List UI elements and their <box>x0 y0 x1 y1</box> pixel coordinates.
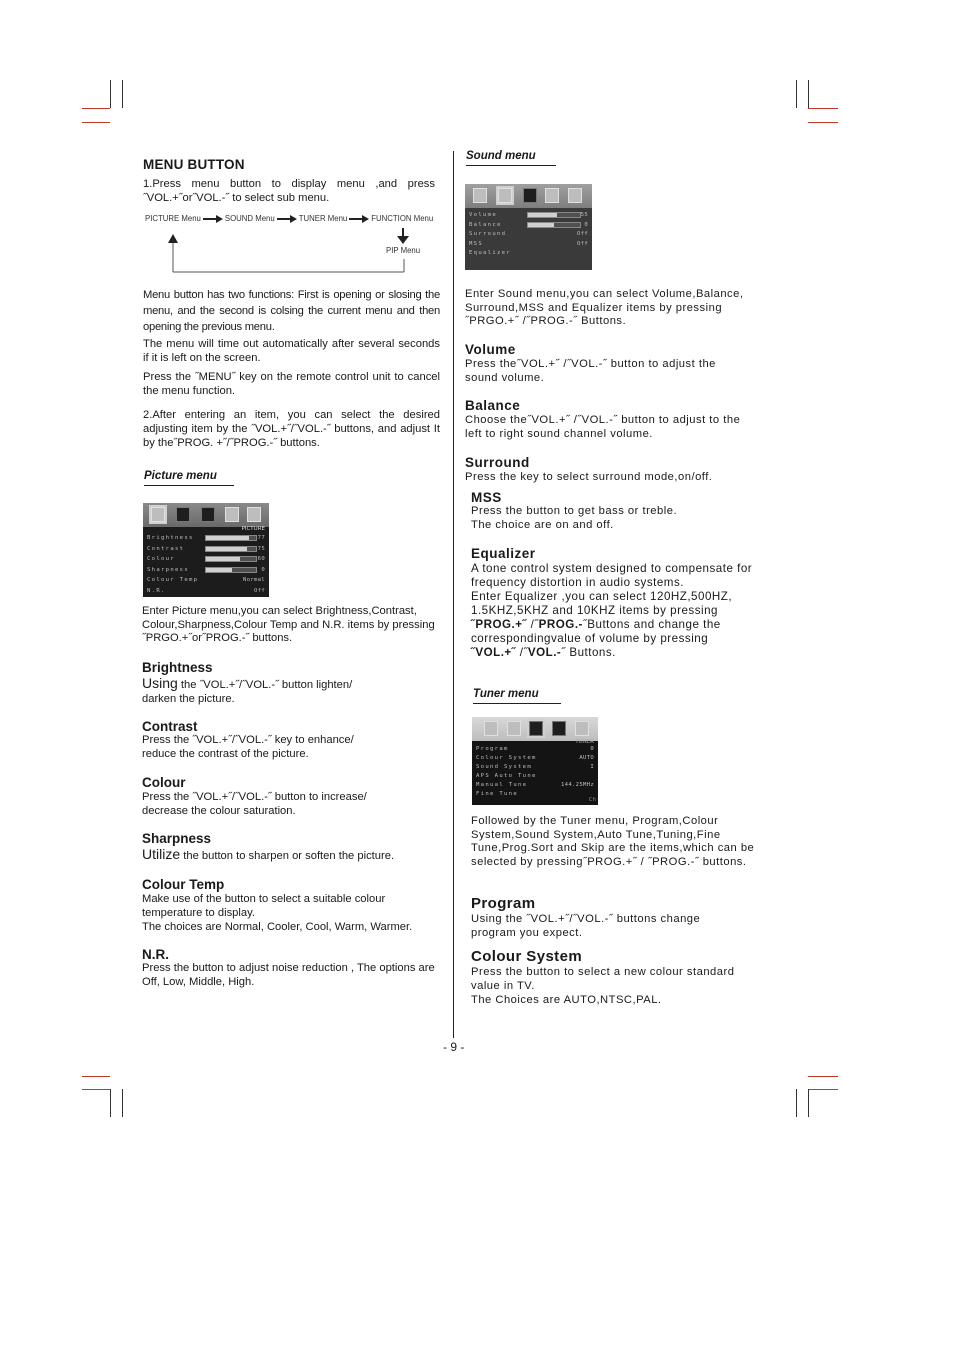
osd-row <box>147 534 265 543</box>
column-divider <box>453 151 454 1038</box>
osd-row-label: Colour <box>147 556 176 562</box>
sound-menu-desc: Enter Sound menu,you can select Volume,Balance, Surround,MSS and Equalizer items by pressing ˝PRGO.+˝ /˝PROG.-˝ Buttons. <box>465 288 744 327</box>
osd-row-value: 77 <box>257 535 265 541</box>
osd-row-label: Program <box>476 746 509 752</box>
sound-icon <box>507 721 521 736</box>
osd-row-label: Sharpness <box>147 566 190 573</box>
nr-text: Press the button to adjust noise reduction , The options are Off, Low, Middle, High. <box>142 962 435 988</box>
crop-mark-tr-h <box>808 108 838 109</box>
osd-row-value: Off <box>576 231 588 237</box>
osd-row <box>476 781 594 790</box>
osd-row-label: Brightness <box>147 535 194 541</box>
equalizer-title: Equalizer <box>471 546 536 561</box>
osd-row-value: 0 <box>590 746 594 752</box>
flow-picture: PICTURE Menu <box>145 214 201 223</box>
osd-row-label: Balance <box>469 221 502 228</box>
brightness-title: Brightness <box>142 660 213 675</box>
osd-row-label: APS Auto Tune <box>476 773 537 779</box>
osd-row-value: Off <box>576 240 588 247</box>
osd-corner-label: Ch <box>588 797 596 803</box>
crop-mark-tr-h2 <box>808 122 838 123</box>
osd-row <box>469 230 588 239</box>
osd-row-label: N.R. <box>147 587 166 594</box>
picture-menu-osd <box>143 503 269 597</box>
menu-button-intro: 1.Press menu button to display menu ,and press ˝VOL.+˝or˝VOL.-˝ to select sub menu. <box>143 178 435 204</box>
osd-row <box>476 772 594 781</box>
osd-row-label: Colour System <box>476 755 537 761</box>
pip-icon <box>575 721 589 736</box>
program-text: Using the ˝VOL.+˝/˝VOL.-˝ buttons change program you expect. <box>471 913 701 939</box>
osd-row-label: Sound System <box>476 764 533 770</box>
osd-row-label: Equalizer <box>469 250 512 256</box>
osd-row-label: Contrast <box>147 545 185 552</box>
crop-mark-tl-h2 <box>82 122 110 123</box>
page-number: - 9 - <box>443 1040 465 1054</box>
picture-icon <box>151 507 165 522</box>
osd-row-value: 0 <box>261 566 265 573</box>
balance-text: Choose the˝VOL.+˝ /˝VOL.-˝ button to adjust to the left to right sound channel volume. <box>465 414 741 440</box>
contrast-title: Contrast <box>142 719 198 734</box>
colour-system-choices: The Choices are AUTO,NTSC,PAL. <box>471 994 662 1006</box>
nr-title: N.R. <box>142 947 169 962</box>
osd-level-bar <box>205 535 257 541</box>
crop-mark-tr-v <box>796 80 797 108</box>
crop-mark-br-h <box>808 1076 838 1077</box>
picture-menu-title: Picture menu <box>144 470 234 486</box>
arrow-right-icon <box>349 215 369 223</box>
colour-system-title: Colour System <box>471 948 583 965</box>
crop-mark-tl-h <box>82 108 110 109</box>
surround-text: Press the key to select surround mode,on/off. <box>465 471 713 483</box>
osd-row-label: Fine Tune <box>476 791 519 797</box>
colour-text: Press the ˝VOL.+˝/˝VOL.-˝ button to increase/ decrease the colour saturation. <box>142 791 367 817</box>
osd-row-label: Surround <box>469 231 507 237</box>
menu-para-timeout: The menu will time out automatically after several seconds if it is left on the screen. <box>143 338 440 364</box>
sharpness-lead: Utilize <box>142 846 181 862</box>
osd-row-value: I <box>590 764 594 770</box>
tuner-icon <box>201 507 215 522</box>
picture-menu-desc: Enter Picture menu,you can select Brightness,Contrast, Colour,Sharpness,Colour Temp and N.R. items by pressing ˝PRGO.+˝or˝PROG.-˝ buttons. <box>142 605 435 644</box>
menu-para-cancel: Press the ˝MENU˝ key on the remote control unit to cancel the menu function. <box>143 371 440 397</box>
colour-title: Colour <box>142 775 186 790</box>
crop-mark-bl-v2 <box>122 1089 123 1117</box>
balance-title: Balance <box>465 398 521 413</box>
tuner-icon <box>529 721 543 736</box>
osd-row <box>469 221 588 230</box>
sharpness-title: Sharpness <box>142 831 212 846</box>
tuner-menu-desc: Followed by the Tuner menu, Program,Colour System,Sound System,Auto Tune,Tuning,Fine Tune,Prog.Sort and Skip are the items,which can be selected by pressing˝PROG.+˝ / ˝PROG.-˝ buttons. <box>471 815 755 868</box>
crop-mark-tr-v2 <box>808 80 809 108</box>
flow-tuner: TUNER Menu <box>298 214 348 223</box>
osd-row-value: 60 <box>257 556 265 562</box>
mss-text: Press the button to get bass or treble. The choice are on and off. <box>471 505 678 531</box>
flow-function: FUNCTION Menu <box>371 214 434 223</box>
osd-row-value: Normal <box>242 577 265 583</box>
osd-row-value: Off <box>253 587 265 594</box>
osd-level-bar <box>205 546 257 552</box>
function-icon <box>225 507 239 522</box>
menu-button-heading: MENU BUTTON <box>143 157 245 172</box>
sharpness-text: Utilize the button to sharpen or soften the picture. <box>142 846 395 862</box>
crop-mark-br-h2 <box>808 1089 838 1090</box>
tuner-icon <box>523 188 537 203</box>
arrow-right-icon <box>277 215 297 223</box>
crop-mark-tl-v <box>110 80 111 108</box>
osd-row <box>147 545 265 554</box>
crop-mark-bl-v <box>110 1089 111 1117</box>
brightness-lead: Using <box>142 675 178 691</box>
contrast-text: Press the ˝VOL.+˝/˝VOL.-˝ key to enhance/ reduce the contrast of the picture. <box>142 734 354 760</box>
sound-menu-osd <box>465 184 592 270</box>
osd-row-label: Volume <box>469 212 498 218</box>
flow-sound: SOUND Menu <box>224 214 275 223</box>
menu-para-adjust: 2.After entering an item, you can select the desired adjusting item by the ˝VOL.+˝/˝VOL.-˝ buttons, and adjust It by the˝PROG. +˝/˝PROG.-˝ buttons. <box>143 409 440 449</box>
arrow-right-icon <box>203 215 223 223</box>
osd-row <box>147 566 265 575</box>
osd-row <box>147 576 265 585</box>
function-icon <box>552 721 566 736</box>
flow-pip: PIP Menu <box>386 246 421 255</box>
osd-row-label: Colour Temp <box>147 577 199 583</box>
colour-system-text: Press the button to select a new colour standard value in TV. <box>471 966 735 992</box>
osd-row <box>476 790 594 799</box>
volume-text: Press the˝VOL.+˝ /˝VOL.-˝ button to adjust the sound volume. <box>465 358 716 384</box>
pip-icon <box>247 507 261 522</box>
osd-row-value: 0 <box>584 221 588 228</box>
pip-icon <box>568 188 582 203</box>
osd-level-bar <box>205 567 257 573</box>
sound-icon <box>176 507 190 522</box>
equalizer-text: A tone control system designed to compensate for frequency distortion in audio systems. Enter Equalizer ,you can select 120HZ,500HZ, 1.5KHZ,5KHZ and 10KHZ items by pressing ˝PROG.+˝ /˝PROG.-˝Buttons and change the correspondingvalue of volume by pressing ˝VOL.+˝ /˝VOL.-˝ Buttons. <box>471 562 753 659</box>
osd-row-value: AUTO <box>579 755 594 761</box>
crop-mark-br-v <box>796 1089 797 1117</box>
colour-temp-text: Make use of the button to select a suitable colour temperature to display. <box>142 893 386 919</box>
osd-row <box>469 249 588 258</box>
osd-level-bar <box>205 556 257 562</box>
arrow-up-icon <box>168 234 178 243</box>
function-icon <box>545 188 559 203</box>
brightness-text: Using the ˝VOL.+˝/˝VOL.-˝ button lighten/ darken the picture. <box>142 675 353 705</box>
osd-row-label: Manual Tune <box>476 782 528 788</box>
crop-mark-bl-h <box>82 1076 110 1077</box>
menu-flow-diagram <box>145 214 433 223</box>
osd-row <box>476 754 594 763</box>
osd-row <box>469 211 588 220</box>
osd-level-bar <box>527 222 581 228</box>
sound-menu-title: Sound menu <box>466 150 556 166</box>
osd-row <box>476 745 594 754</box>
crop-mark-tl-v2 <box>122 80 123 108</box>
arrow-down-icon <box>397 236 409 244</box>
mss-title: MSS <box>471 490 502 505</box>
osd-caption: TUNER <box>575 739 594 745</box>
picture-icon <box>473 188 487 203</box>
osd-level-bar <box>527 212 581 218</box>
program-title: Program <box>471 895 536 912</box>
tuner-menu-osd <box>472 717 598 805</box>
tuner-menu-title: Tuner menu <box>473 688 561 704</box>
osd-row <box>147 555 265 564</box>
menu-para-functions: Menu button has two functions: First is opening or slosing the menu, and the second is colsing the current menu and then opening the previous menu. <box>143 289 440 333</box>
osd-row <box>476 763 594 772</box>
surround-title: Surround <box>465 455 530 470</box>
osd-row <box>469 240 588 249</box>
osd-row-value: 75 <box>257 545 265 552</box>
osd-row-value: 144.25MHz <box>560 782 594 788</box>
sound-icon <box>498 188 512 203</box>
osd-row <box>147 587 265 596</box>
osd-row-value: 55 <box>580 212 588 218</box>
picture-icon <box>484 721 498 736</box>
crop-mark-br-v2 <box>808 1089 809 1117</box>
crop-mark-bl-h2 <box>82 1089 110 1090</box>
colour-temp-choices: The choices are Normal, Cooler, Cool, Warm, Warmer. <box>142 921 413 933</box>
osd-row-label: MSS <box>469 240 484 247</box>
volume-title: Volume <box>465 342 516 357</box>
colour-temp-title: Colour Temp <box>142 877 225 892</box>
osd-caption: PICTURE <box>241 526 265 532</box>
